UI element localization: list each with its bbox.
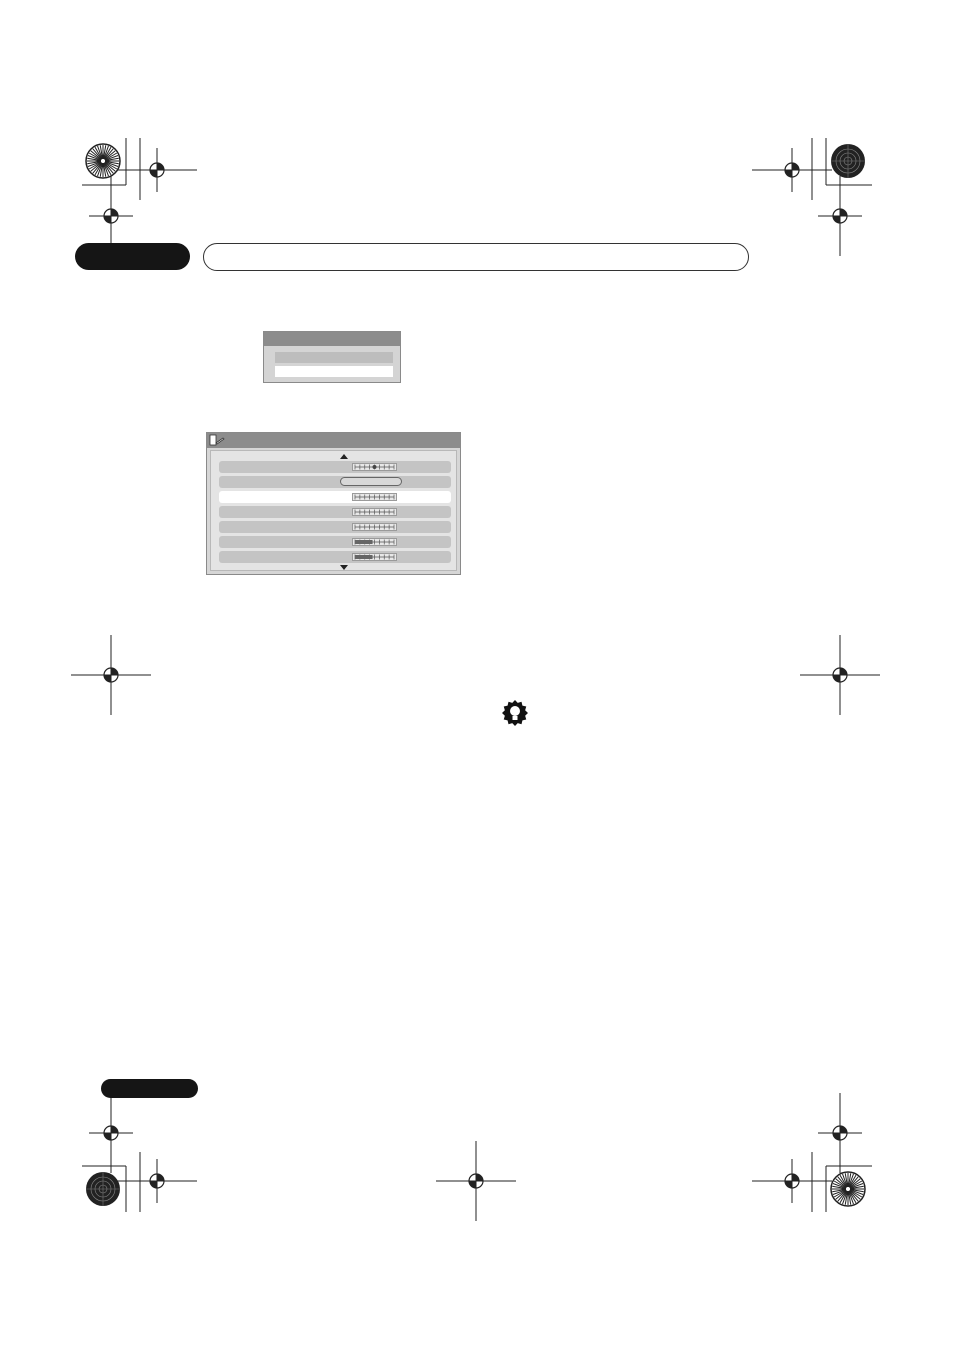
settings-panel bbox=[206, 432, 461, 575]
registration-target-top-right bbox=[829, 142, 867, 180]
option-button[interactable] bbox=[340, 477, 402, 486]
settings-row[interactable] bbox=[219, 521, 451, 533]
settings-row[interactable] bbox=[219, 506, 451, 518]
registration-crosshair-icon bbox=[436, 1141, 516, 1221]
registration-target-bottom-right bbox=[829, 1170, 867, 1208]
level-bar[interactable] bbox=[352, 538, 397, 546]
settings-row-selected[interactable] bbox=[219, 491, 451, 503]
settings-row[interactable] bbox=[219, 536, 451, 548]
popup-menu bbox=[263, 331, 401, 383]
registration-crosshair-icon bbox=[117, 1141, 197, 1221]
popup-menu-title bbox=[264, 332, 400, 346]
scroll-up-arrow-icon[interactable] bbox=[340, 454, 348, 459]
registration-crosshair-icon bbox=[752, 1141, 832, 1221]
settings-panel-title-bar bbox=[207, 433, 460, 448]
registration-crosshair-icon bbox=[800, 635, 880, 715]
level-slider[interactable] bbox=[352, 493, 397, 501]
chapter-tab bbox=[75, 243, 190, 270]
scroll-down-arrow-icon[interactable] bbox=[340, 565, 348, 570]
settings-list bbox=[210, 450, 457, 571]
popup-menu-item[interactable] bbox=[275, 352, 393, 363]
display-settings-icon bbox=[209, 434, 225, 447]
popup-menu-item-selected[interactable] bbox=[275, 366, 393, 377]
registration-crosshair-icon bbox=[71, 635, 151, 715]
settings-row[interactable] bbox=[219, 551, 451, 563]
level-slider[interactable] bbox=[352, 463, 397, 471]
settings-row[interactable] bbox=[219, 476, 451, 488]
level-bar[interactable] bbox=[352, 553, 397, 561]
settings-row[interactable] bbox=[219, 461, 451, 473]
page-number-tab bbox=[101, 1079, 198, 1098]
registration-crosshair-icon bbox=[800, 176, 880, 256]
level-slider[interactable] bbox=[352, 523, 397, 531]
chapter-header-bar bbox=[203, 243, 749, 271]
tip-lightbulb-icon bbox=[500, 698, 530, 728]
level-slider[interactable] bbox=[352, 508, 397, 516]
